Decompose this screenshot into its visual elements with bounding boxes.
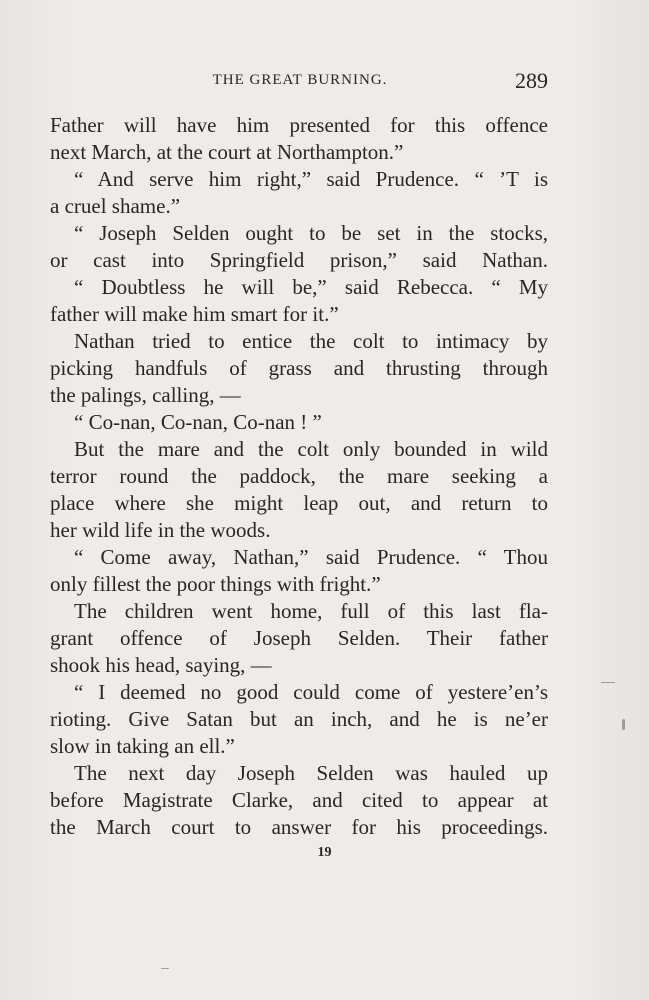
text-line: only fillest the poor things with fright.” — [50, 572, 381, 596]
text-line: “ Doubtless he will be,” said Rebecca. “ My — [74, 275, 548, 299]
running-title: THE GREAT BURNING. — [212, 72, 388, 88]
margin-speck — [161, 968, 169, 969]
text-line: slow in taking an ell.” — [50, 734, 235, 758]
text-line: Father will have him presented for this offence — [50, 113, 548, 137]
text-line: shook his head, saying, — — [50, 653, 272, 677]
margin-speck — [601, 682, 615, 683]
text-line: The next day Joseph Selden was hauled up — [74, 761, 548, 785]
text-line: a cruel shame.” — [50, 194, 181, 218]
text-line: father will make him smart for it.” — [50, 302, 339, 326]
text-line: Nathan tried to entice the colt to intimacy by — [74, 329, 548, 353]
text-line: “ And serve him right,” said Prudence. “ ’T is — [74, 167, 548, 191]
text-line: “ Come away, Nathan,” said Prudence. “ Thou — [74, 545, 548, 569]
text-line: next March, at the court at Northampton.” — [50, 140, 404, 164]
text-line: her wild life in the woods. — [50, 518, 271, 542]
text-line: place where she might leap out, and return to — [50, 491, 548, 515]
margin-speck — [622, 719, 625, 730]
text-line: But the mare and the colt only bounded in wild — [74, 437, 548, 461]
text-line: grant offence of Joseph Selden. Their father — [50, 626, 548, 650]
text-line: or cast into Springfield prison,” said Nathan. — [50, 248, 548, 272]
page-number: 289 — [515, 68, 548, 93]
text-line: terror round the paddock, the mare seeking a — [50, 464, 548, 488]
text-line: before Magistrate Clarke, and cited to appear at — [50, 788, 548, 812]
text-line: The children went home, full of this last fla- — [74, 599, 548, 623]
text-line: “ Joseph Selden ought to be set in the stocks, — [74, 221, 548, 245]
text-line: “ Co-nan, Co-nan, Co-nan ! ” — [74, 410, 322, 434]
body-text — [50, 112, 548, 841]
running-head — [50, 68, 550, 98]
text-line: picking handfuls of grass and thrusting through — [50, 356, 548, 380]
signature-mark: 19 — [317, 845, 332, 860]
text-line: rioting. Give Satan but an inch, and he is ne’er — [50, 707, 548, 731]
text-line: the March court to answer for his proceedings. — [50, 815, 548, 839]
text-line: the palings, calling, — — [50, 383, 241, 407]
text-line: “ I deemed no good could come of yestere’en’s — [74, 680, 548, 704]
